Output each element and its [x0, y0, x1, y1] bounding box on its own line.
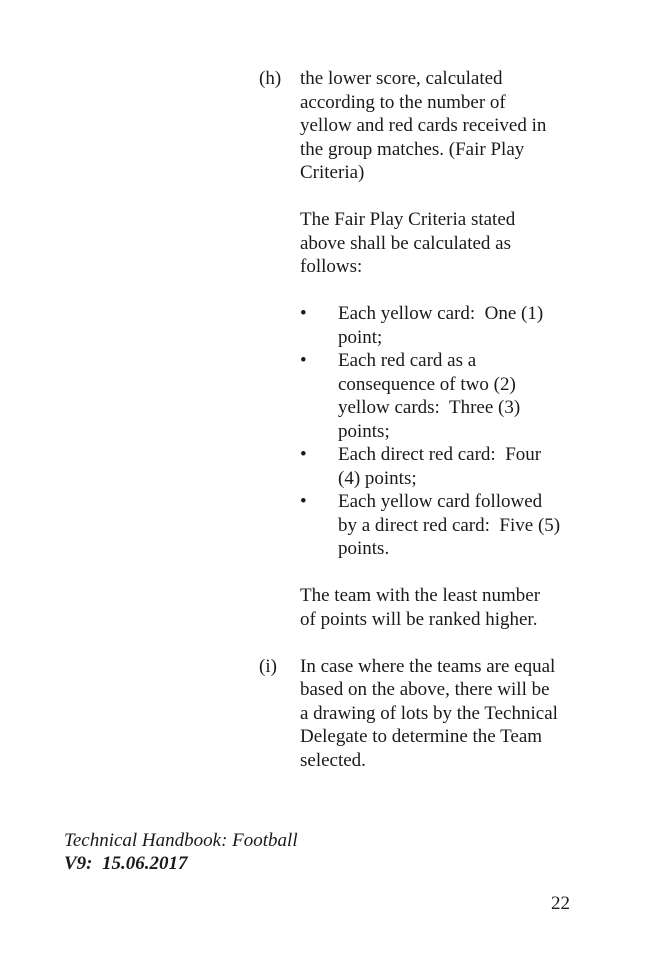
fair-play-intro: The Fair Play Criteria stated above shall be calculated as follows:	[300, 209, 516, 277]
fair-play-bullet-list	[300, 302, 595, 561]
item-i-text: In case where the teams are equal based on the above, there will be a drawing of lots by the Technical Delegate to determine the Team selected.	[300, 655, 558, 771]
bullet-icon: •	[300, 303, 307, 324]
bullet-text-direct-red-card: Each direct red card: Four (4) points;	[338, 444, 542, 489]
bullet-icon: •	[300, 444, 307, 465]
page-number: 22	[551, 893, 570, 914]
page-body	[259, 67, 595, 796]
list-item	[300, 490, 595, 561]
footer-handbook-title: Technical Handbook: Football	[64, 830, 298, 851]
bullet-icon: •	[300, 491, 307, 512]
bullet-text-yellow-card: Each yellow card: One (1) point;	[338, 303, 544, 348]
list-item	[300, 443, 595, 490]
list-item-h	[259, 67, 595, 185]
bullet-text-red-card-two-yellow: Each red card as a consequence of two (2) yellow cards: Three (3) points;	[338, 350, 521, 442]
list-item-i	[259, 655, 595, 773]
bullet-icon: •	[300, 350, 307, 371]
page-footer	[64, 829, 298, 875]
footer-version: V9: 15.06.2017	[64, 853, 188, 874]
bullet-text-yellow-then-red: Each yellow card followed by a direct red card: Five (5) points.	[338, 491, 561, 559]
item-i-marker: (i)	[259, 655, 277, 677]
item-h-marker: (h)	[259, 68, 282, 89]
item-h-text: the lower score, calculated according to the number of yellow and red cards received in the group matches. (Fair Play Criteria)	[300, 68, 547, 183]
list-item	[300, 302, 595, 349]
ranking-note: The team with the least number of points will be ranked higher.	[300, 585, 541, 630]
list-item	[300, 349, 595, 443]
